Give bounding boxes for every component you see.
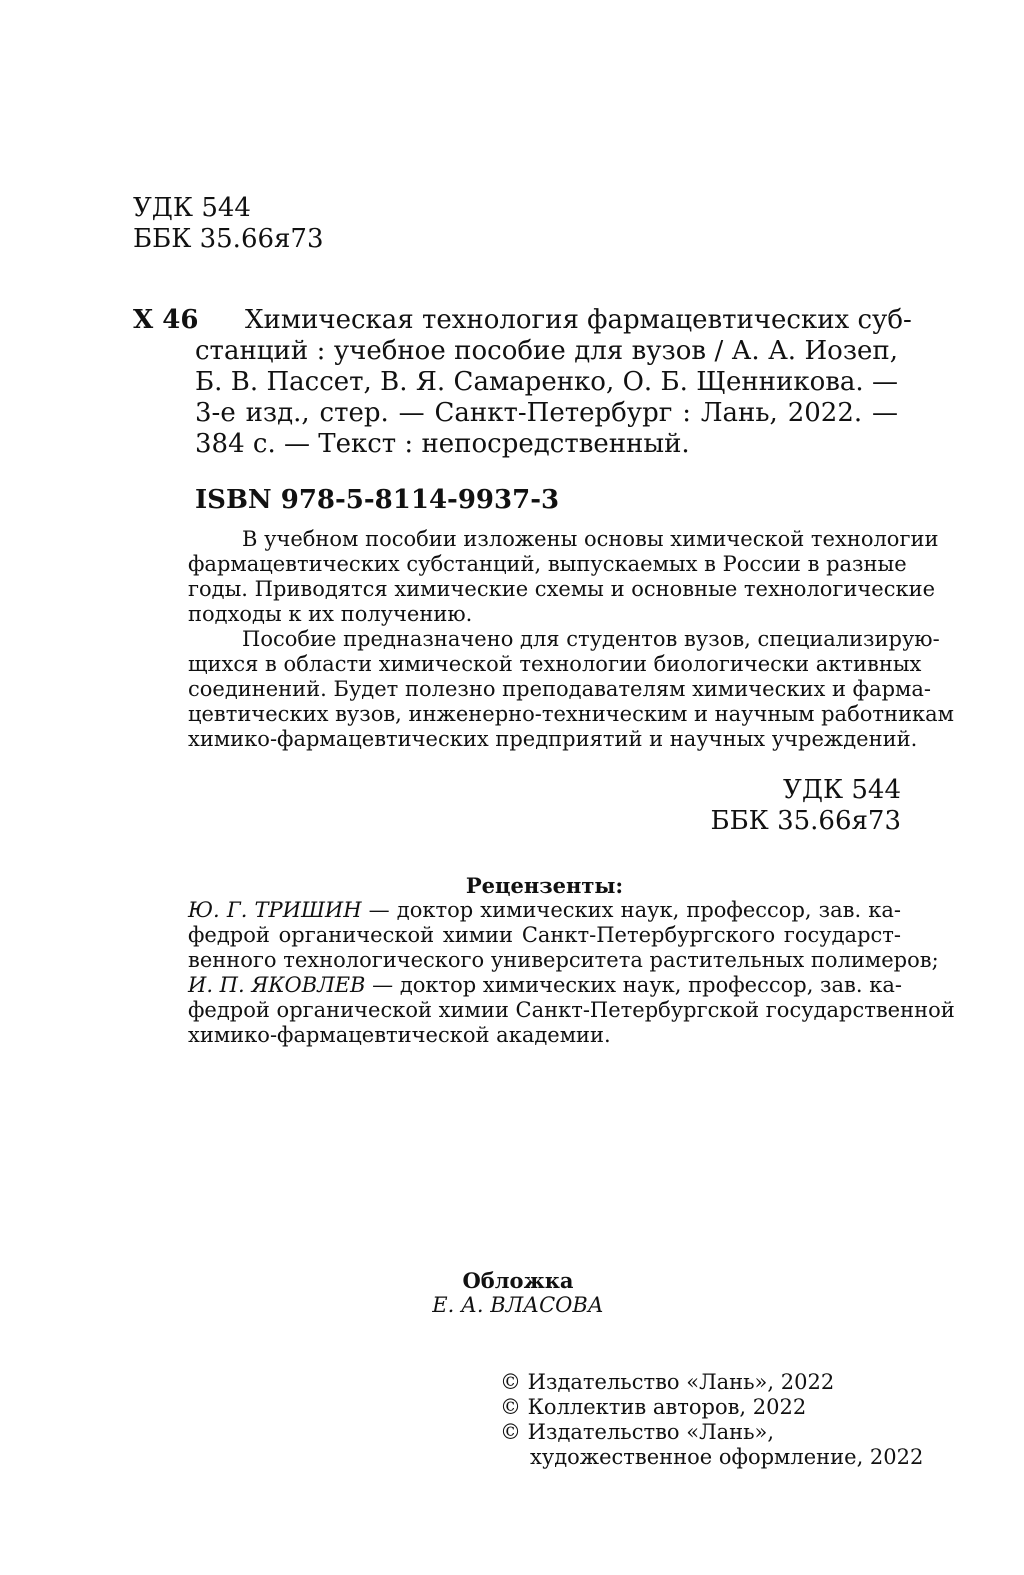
abstract-line: В учебном пособии изложены основы химической технологии [242, 527, 939, 551]
bib-line: станций : учебное пособие для вузов / А. А. Иозеп, [195, 336, 898, 366]
reviewer-line: И. П. ЯКОВЛЕВ — доктор химических наук, профессор, зав. ка- [188, 973, 902, 997]
bibliographic-description [195, 305, 912, 460]
bib-line: 384 с. — Текст : непосредственный. [195, 429, 690, 459]
classification-block-top [133, 193, 324, 255]
abstract-line: годы. Приводятся химические схемы и основные технологические [188, 577, 936, 601]
copyright-line: © Коллектив авторов, 2022 [500, 1395, 807, 1419]
abstract-line: фармацевтических субстанций, выпускаемых в России в разные [188, 552, 907, 576]
copyright-line: © Издательство «Лань», [500, 1420, 775, 1444]
udk-top: УДК 544 [133, 193, 251, 223]
copyright-line: художественное оформление, 2022 [530, 1445, 924, 1469]
reviewers-list [188, 898, 955, 1048]
abstract-line: цевтических вузов, инженерно-техническим и научным работникам [188, 702, 954, 726]
copyright-block [500, 1370, 923, 1470]
reviewer-line: Ю. Г. ТРИШИН — доктор химических наук, профессор, зав. ка- [188, 898, 901, 922]
abstract [188, 527, 954, 752]
abstract-line: щихся в области химической технологии биологически активных [188, 652, 922, 676]
udk-right: УДК 544 [783, 775, 901, 805]
classification-block-right [601, 775, 901, 837]
bib-line: Б. В. Пассет, В. Я. Самаренко, О. Б. Щенникова. — [195, 367, 898, 397]
reviewer-line: венного технологического университета растительных полимеров; [188, 948, 939, 972]
reviewers-heading: Рецензенты: [465, 873, 624, 898]
bib-line: 3-е изд., стер. — Санкт-Петербург : Лань, 2022. — [195, 398, 898, 428]
reviewer-line: федрой органической химии Санкт-Петербургского государст- [188, 923, 901, 947]
bib-line: Химическая технология фармацевтических суб- [245, 305, 912, 335]
abstract-line: химико-фармацевтических предприятий и научных учреждений. [188, 727, 918, 751]
reviewer-line: федрой органической химии Санкт-Петербургской государственной [188, 998, 955, 1022]
abstract-line: соединений. Будет полезно преподавателям химических и фарма- [188, 677, 931, 701]
reviewer-name: Ю. Г. ТРИШИН [188, 898, 362, 922]
author-mark: Х 46 [133, 305, 199, 335]
bbk-top: ББК 35.66я73 [133, 224, 324, 254]
cover-designer: Е. А. ВЛАСОВА [432, 1293, 604, 1317]
abstract-line: Пособие предназначено для студентов вузов, специализирую- [242, 627, 940, 651]
copyright-line: © Издательство «Лань», 2022 [500, 1370, 835, 1394]
reviewer-name: И. П. ЯКОВЛЕВ [188, 973, 366, 997]
bbk-right: ББК 35.66я73 [710, 806, 901, 836]
isbn: ISBN 978-5-8114-9937-3 [195, 485, 560, 515]
cover-heading: Обложка [462, 1268, 574, 1293]
reviewer-line: химико-фармацевтической академии. [188, 1023, 611, 1047]
abstract-line: подходы к их получению. [188, 602, 473, 626]
